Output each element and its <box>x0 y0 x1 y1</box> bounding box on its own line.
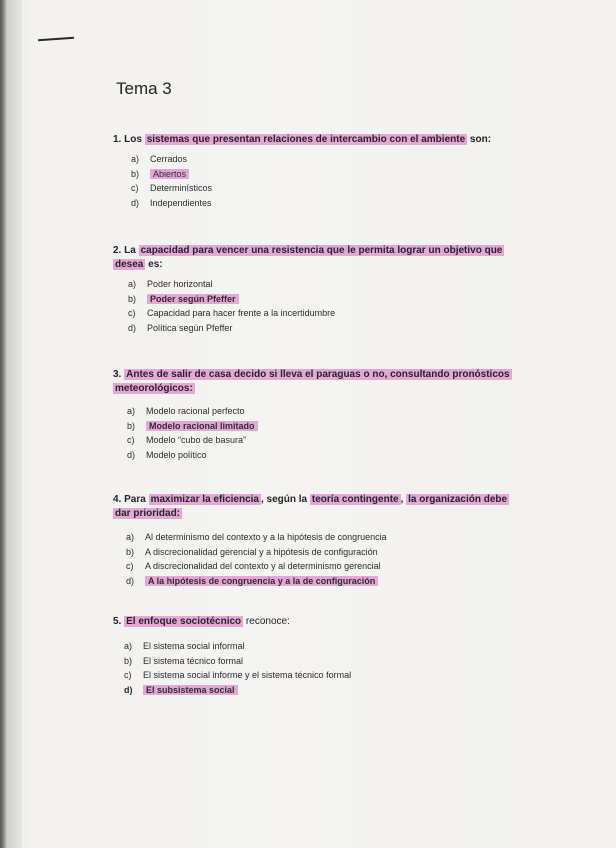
option-text: Poder horizontal <box>147 279 213 289</box>
option-1c <box>131 181 212 196</box>
option-text: Cerrados <box>150 154 188 164</box>
option-letter: c) <box>126 561 134 571</box>
option-text-highlighted: Modelo racional limitado <box>146 421 258 431</box>
question-3-highlight: Antes de salir de casa decido si lleva el paraguas o no, consultando pronósticos meteorológicos: <box>115 369 510 394</box>
question-5 <box>113 615 523 629</box>
question-5-number: 5. <box>113 616 122 627</box>
option-letter: b) <box>126 546 135 557</box>
option-text: Modelo político <box>146 449 207 460</box>
option-1a <box>131 152 212 167</box>
question-4 <box>113 493 523 521</box>
option-1b <box>131 167 212 182</box>
question-3-number: 3. <box>113 369 122 380</box>
option-letter: a) <box>131 154 140 164</box>
question-4-highlight-3: la organización debe dar prioridad: <box>115 494 508 519</box>
question-1-highlight: sistemas que presentan relaciones de intercambio con el ambiente <box>146 134 466 145</box>
question-2-text-before: La <box>124 245 139 256</box>
scan-left-edge <box>0 0 22 848</box>
option-text: Política según Pfeffer <box>147 322 233 333</box>
question-3 <box>113 368 523 396</box>
option-letter: d) <box>124 684 133 695</box>
option-5c <box>124 668 351 683</box>
option-letter: a) <box>124 641 133 651</box>
option-text: A discrecionalidad gerencial y a hipótesis de configuración <box>145 546 378 557</box>
option-letter: a) <box>127 406 136 416</box>
option-3b <box>127 419 258 434</box>
option-text-highlighted: El subsistema social <box>143 685 238 695</box>
question-2-text-after: es: <box>145 259 163 270</box>
option-3c <box>127 433 258 448</box>
option-letter: a) <box>126 532 135 542</box>
question-2 <box>113 244 523 272</box>
option-1d <box>131 196 212 211</box>
option-letter: b) <box>131 168 140 179</box>
option-letter: d) <box>126 575 135 586</box>
option-letter: b) <box>127 420 136 431</box>
option-5d <box>124 683 351 698</box>
question-1-options <box>131 152 212 210</box>
option-letter: c) <box>131 183 139 193</box>
question-4-number: 4. <box>113 494 122 505</box>
option-letter: a) <box>128 279 137 289</box>
question-2-options <box>128 277 335 335</box>
question-3-options <box>127 404 258 462</box>
option-letter: b) <box>128 293 137 304</box>
option-text: El sistema social informe y el sistema técnico formal <box>143 670 352 680</box>
question-4-highlight-1: maximizar la eficiencia <box>150 494 259 505</box>
question-4-highlight-2: teoría contingente <box>311 494 399 505</box>
question-5-highlight: El enfoque sociotécnico <box>126 616 242 627</box>
question-1-text-before: Los <box>124 134 145 145</box>
option-letter: d) <box>128 322 137 333</box>
option-text-highlighted: Poder según Pfeffer <box>147 294 239 304</box>
option-2a <box>128 277 335 292</box>
option-letter: c) <box>124 670 132 680</box>
option-5a <box>124 639 351 654</box>
option-letter: b) <box>124 655 133 666</box>
option-text: Determinísticos <box>150 183 213 193</box>
question-5-text-after: reconoce: <box>243 616 290 627</box>
option-letter: c) <box>128 308 136 318</box>
question-1-number: 1. <box>113 134 122 145</box>
question-1-text-after: son: <box>467 134 492 145</box>
option-text-highlighted: Abiertos <box>150 169 189 179</box>
option-4b <box>126 545 387 560</box>
option-text: Capacidad para hacer frente a la incertidumbre <box>147 308 336 318</box>
pen-mark <box>38 37 74 42</box>
option-3d <box>127 448 258 463</box>
question-4-text-mid2: , <box>400 494 407 505</box>
option-3a <box>127 404 258 419</box>
question-4-options <box>126 530 387 588</box>
option-text: El sistema social informal <box>143 641 245 651</box>
option-4d <box>126 574 387 589</box>
question-5-options <box>124 639 351 697</box>
option-text: Al determinismo del contexto y a la hipótesis de congruencia <box>145 532 387 542</box>
option-2d <box>128 321 335 336</box>
option-text: El sistema técnico formal <box>143 655 244 666</box>
option-4a <box>126 530 387 545</box>
option-text: Modelo “cubo de basura” <box>146 435 247 445</box>
option-2c <box>128 306 335 321</box>
option-text-highlighted: A la hipótesis de congruencia y a la de configuración <box>145 576 378 586</box>
option-letter: d) <box>127 449 136 460</box>
question-2-number: 2. <box>113 245 122 256</box>
option-text: Modelo racional perfecto <box>146 406 245 416</box>
option-letter: c) <box>127 435 135 445</box>
question-1 <box>113 133 523 147</box>
page-title: Tema 3 <box>116 79 172 98</box>
option-text: Independientes <box>150 197 212 208</box>
option-2b <box>128 292 335 307</box>
option-5b <box>124 654 351 669</box>
question-2-highlight: capacidad para vencer una resistencia que le permita lograr un objetivo que desea <box>115 245 503 270</box>
question-4-text-mid: , según la <box>261 494 310 505</box>
option-letter: d) <box>131 197 140 208</box>
option-text: A discrecionalidad del contexto y al determinismo gerencial <box>145 561 381 571</box>
question-4-text-before: Para <box>124 494 149 505</box>
option-4c <box>126 559 387 574</box>
